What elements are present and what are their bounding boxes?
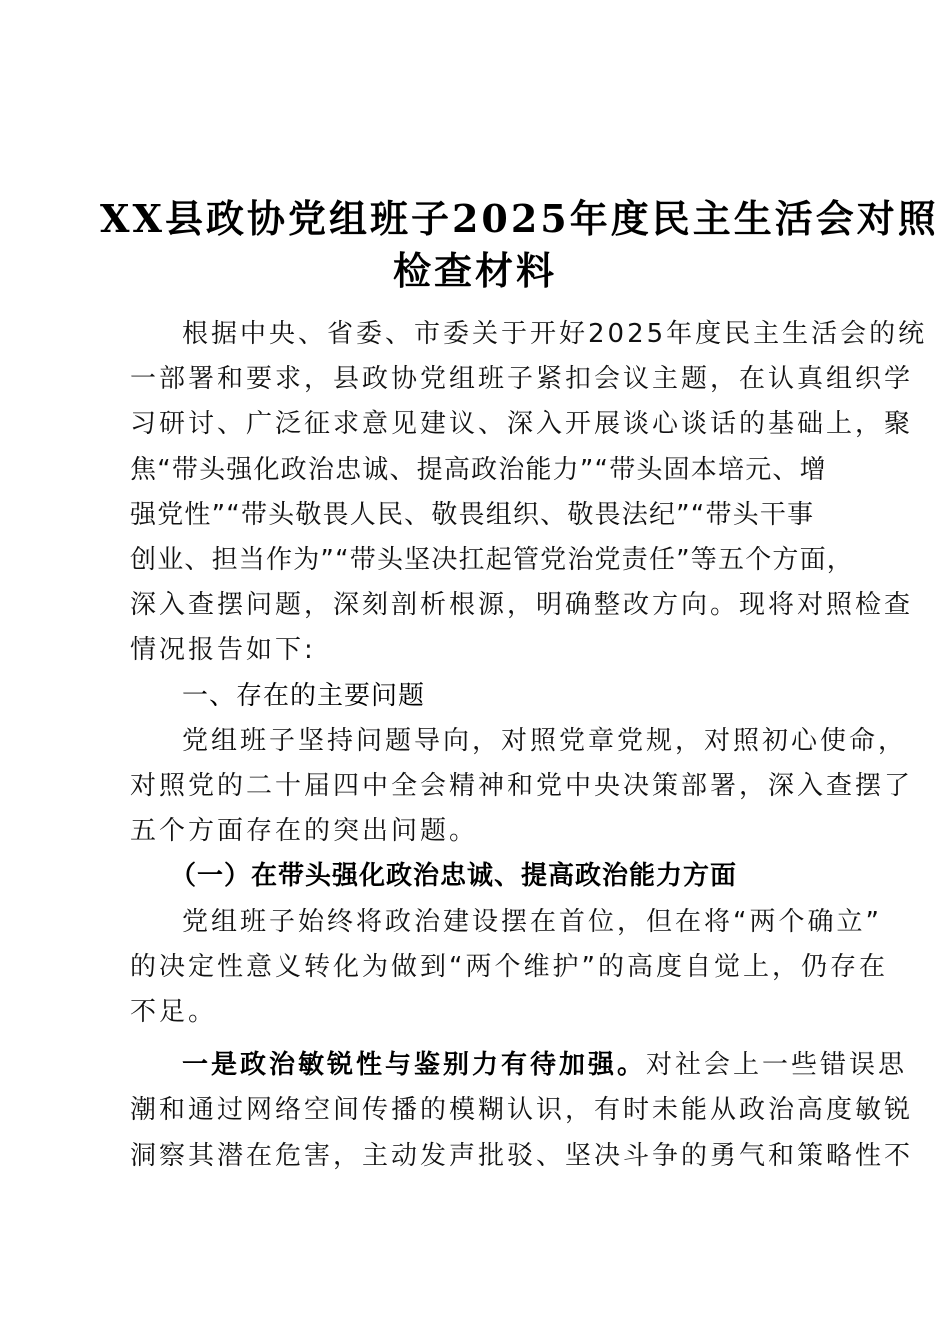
text-line: 焦“带头强化政治忠诚、提高政治能力”“带头固本培元、增 (130, 454, 827, 485)
intro-paragraph (130, 312, 928, 674)
text-line: 习研讨、广泛征求意见建议、深入开展谈心谈话的基础上，聚 (130, 409, 914, 440)
text-line: 强党性”“带头敬畏人民、敬畏组织、敬畏法纪”“带头干事 (130, 499, 815, 530)
section-1 (130, 674, 914, 855)
point-1 (130, 1043, 914, 1179)
text-line: 不足。 (130, 997, 218, 1028)
text-line: 对照党的二十届四中全会精神和党中央决策部署，深入查摆了 (130, 771, 914, 802)
text-line: 党组班子坚持问题导向，对照党章党规，对照初心使命， (182, 725, 908, 756)
document-title (100, 193, 939, 297)
title-line-1: XX县政协党组班子2025年度民主生活会对照 (100, 196, 939, 242)
text-line: 根据中央、省委、市委关于开好2025年度民主生活会的统 (182, 319, 928, 349)
document-body (130, 312, 928, 1179)
point-text: 对社会上一些错误思 (646, 1050, 908, 1081)
text-line: 五个方面存在的突出问题。 (130, 816, 479, 847)
text-line: 洞察其潜在危害，主动发声批驳、坚决斗争的勇气和策略性不 (130, 1140, 914, 1171)
text-line: 情况报告如下: (130, 635, 316, 666)
point-first-line (130, 1043, 908, 1088)
subsection-heading: （一）在带头强化政治忠诚、提高政治能力方面 (170, 861, 738, 892)
text-line: 潮和通过网络空间传播的模糊认识，有时未能从政治高度敏锐 (130, 1095, 914, 1126)
section-heading: 一、存在的主要问题 (182, 680, 426, 711)
paragraph-spacer (130, 1035, 840, 1043)
text-line: 创业、担当作为”“带头坚决扛起管党治党责任”等五个方面， (130, 545, 855, 576)
title-line-2: 检查材料 (392, 248, 557, 294)
point-lead: 一是政治敏锐性与鉴别力有待加强。 (182, 1050, 647, 1081)
subsection-1 (130, 854, 888, 1035)
text-line: 的决定性意义转化为做到“两个维护”的高度自觉上，仍存在 (130, 951, 888, 982)
text-line: 一部署和要求，县政协党组班子紧扣会议主题，在认真组织学 (130, 364, 914, 395)
text-line: 党组班子始终将政治建设摆在首位，但在将“两个确立” (182, 906, 882, 937)
text-line: 深入查摆问题，深刻剖析根源，明确整改方向。现将对照检查 (130, 590, 914, 621)
